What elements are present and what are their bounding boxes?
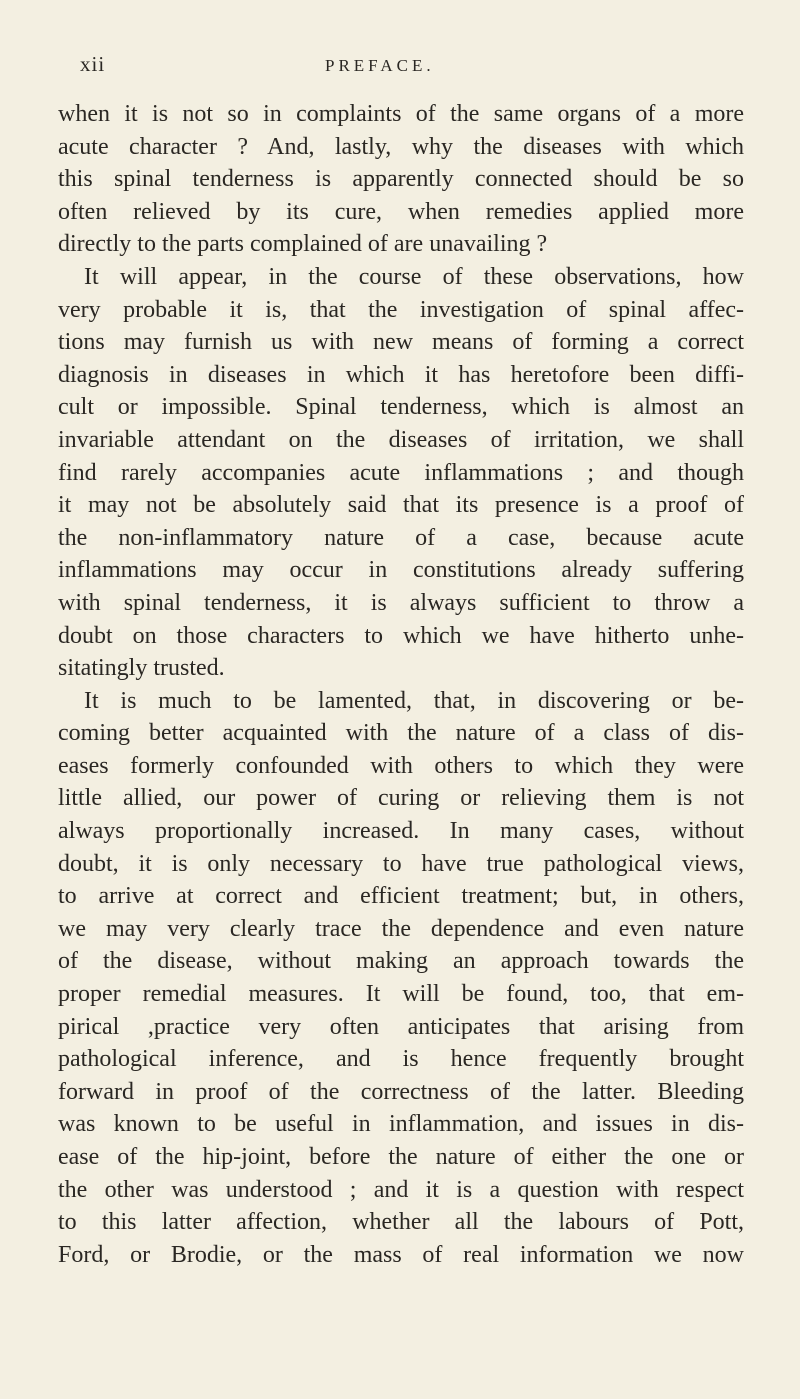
text-line: with spinal tenderness, it is always sufficient to throw a bbox=[58, 589, 744, 616]
text-line: pirical ,practice very often anticipates that arising from bbox=[58, 1013, 744, 1040]
text-line: cult or impossible. Spinal tenderness, which is almost an bbox=[58, 394, 744, 421]
text-line: invariable attendant on the diseases of irritation, we shall bbox=[58, 426, 744, 453]
body-text bbox=[58, 98, 744, 1271]
text-line: It is much to be lamented, that, in discovering or be- bbox=[84, 687, 744, 714]
text-line: it may not be absolutely said that its presence is a proof of bbox=[58, 492, 744, 519]
text-line: find rarely accompanies acute inflammations ; and though bbox=[58, 459, 744, 486]
text-line: doubt, it is only necessary to have true pathological views, bbox=[58, 850, 744, 877]
text-line: doubt on those characters to which we have hitherto unhe- bbox=[58, 622, 744, 649]
text-line: eases formerly confounded with others to which they were bbox=[58, 752, 744, 779]
text-line: little allied, our power of curing or relieving them is not bbox=[58, 785, 744, 812]
text-line: forward in proof of the correctness of the latter. Bleeding bbox=[58, 1078, 744, 1105]
text-line: It will appear, in the course of these observations, how bbox=[84, 263, 744, 290]
text-line: acute character ? And, lastly, why the diseases with which bbox=[58, 133, 744, 160]
running-title: PREFACE. bbox=[325, 56, 435, 75]
text-line: the other was understood ; and it is a question with respect bbox=[58, 1176, 744, 1203]
text-line: sitatingly trusted. bbox=[58, 655, 225, 682]
text-line: of the disease, without making an approach towards the bbox=[58, 948, 744, 975]
page-number: xii bbox=[80, 52, 106, 76]
text-line: when it is not so in complaints of the same organs of a more bbox=[58, 101, 744, 127]
text-line: we may very clearly trace the dependence and even nature bbox=[58, 915, 744, 942]
text-line: directly to the parts complained of are unavailing ? bbox=[58, 231, 548, 258]
text-line: pathological inference, and is hence frequently brought bbox=[58, 1046, 744, 1073]
text-line: tions may furnish us with new means of forming a correct bbox=[58, 329, 744, 356]
text-line: Ford, or Brodie, or the mass of real information we now bbox=[58, 1241, 744, 1268]
text-line: was known to be useful in inflammation, and issues in dis- bbox=[58, 1111, 744, 1138]
text-line: very probable it is, that the investigation of spinal affec- bbox=[58, 296, 744, 323]
text-line: inflammations may occur in constitutions already suffering bbox=[58, 557, 744, 584]
text-line: often relieved by its cure, when remedies applied more bbox=[58, 198, 744, 225]
text-line: the non-inflammatory nature of a case, because acute bbox=[58, 524, 744, 551]
text-line: to this latter affection, whether all the labours of Pott, bbox=[58, 1209, 744, 1236]
text-line: coming better acquainted with the nature of a class of dis- bbox=[58, 720, 744, 747]
text-line: to arrive at correct and efficient treatment; but, in others, bbox=[58, 883, 744, 910]
text-line: diagnosis in diseases in which it has heretofore been diffi- bbox=[58, 361, 744, 388]
text-line: always proportionally increased. In many cases, without bbox=[58, 818, 744, 845]
text-line: this spinal tenderness is apparently connected should be so bbox=[58, 166, 744, 193]
text-line: proper remedial measures. It will be found, too, that em- bbox=[58, 981, 744, 1008]
running-head bbox=[80, 52, 730, 82]
text-line: ease of the hip-joint, before the nature of either the one or bbox=[58, 1144, 744, 1170]
